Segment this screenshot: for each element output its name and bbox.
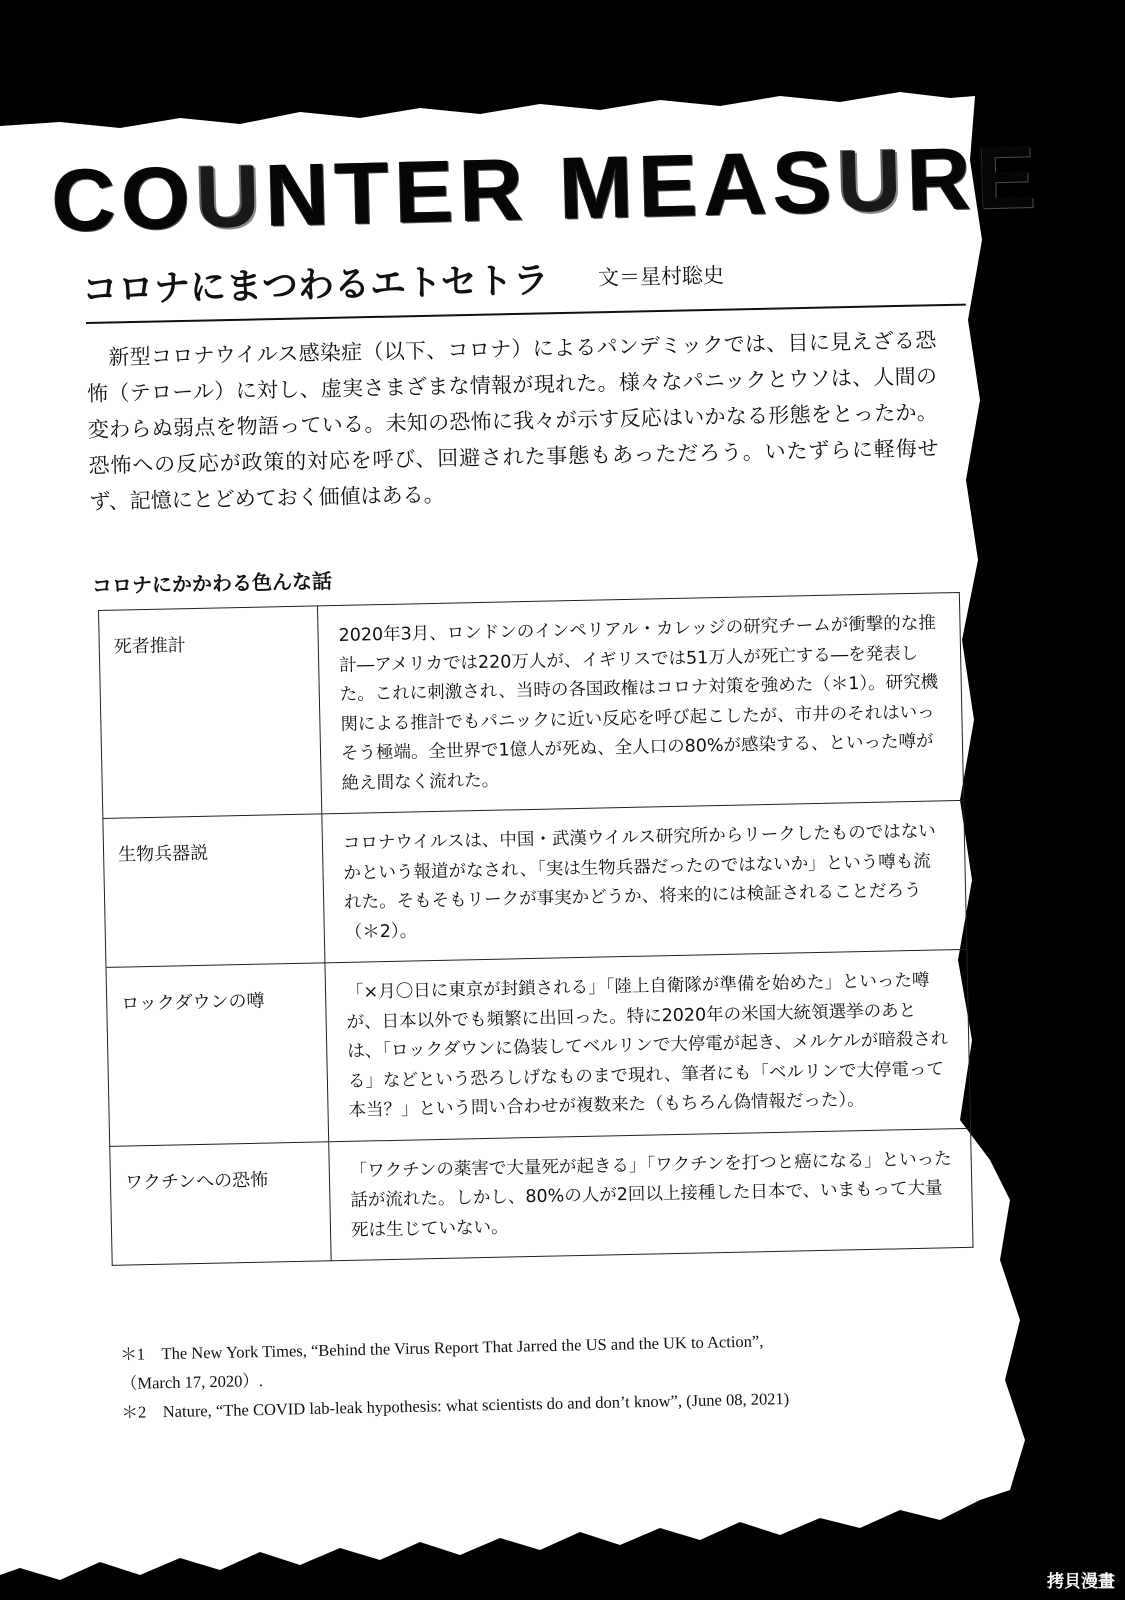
article-author: 文＝星村聡史 bbox=[597, 263, 725, 290]
footnote: ＊2 Nature, “The COVID lab-leak hypothesis: what scientists do and don’t know”, (June 08, 2021) bbox=[121, 1389, 790, 1422]
table-row bbox=[99, 592, 964, 818]
row-text: 「ワクチンの薬害で大量死が起きる」「ワクチンを打つと癌になる」といった話が流れた。しかし、80%の人が2回以上接種した日本で、いまもって大量死は生じていない。 bbox=[329, 1128, 973, 1261]
logo-part: CO bbox=[50, 147, 198, 250]
section-heading: コロナにかかわる色んな話 bbox=[91, 568, 333, 598]
intro-paragraph: 新型コロナウイルス感染症（以下、コロナ）によるパンデミックでは、目に見えざる恐怖（テロール）に対し、虚実さまざまな情報が現れた。様々なパニックとウソは、人間の変わらぬ弱点を物語っている。未知の恐怖に我々が示す反応はいかなる形態をとったか。恐怖への反応が政策的対応を呼び、回避された事態もあっただろう。いたずらに軽侮せず、記憶にとどめておく価値はある。 bbox=[86, 328, 939, 514]
footnote: ＊1 The New York Times, “Behind the Virus Report That Jarred the US and the UK to Action”, bbox=[120, 1331, 764, 1364]
table-row bbox=[103, 800, 967, 967]
row-text: コロナウイルスは、中国・武漢ウイルス研究所からリークしたものではないかという報道がなされ、「実は生物兵器だったのではないか」という噂も流れた。そもそもリークが事実かどうか、将来的には検証されることだろう（＊2）。 bbox=[322, 800, 967, 962]
logo-part: NTER MEAS bbox=[264, 131, 839, 245]
counter-measure-logo bbox=[50, 126, 1043, 250]
logo-part-grunge: U bbox=[836, 130, 909, 231]
table-row bbox=[106, 949, 971, 1145]
row-text: 2020年3月、ロンドンのインペリアル・カレッジの研究チームが衝撃的な推計―アメリカでは220万人が、イギリスでは51万人が死亡する―を発表した。これに刺激され、当時の各国政権はコロナ対策を強めた（＊1）。研究機関による推計でもパニックに近い反応を呼び起こしたが、市井のそれはいっそう極端。全世界で1億人が死ぬ、全人口の80%が感染する、といった噂が絶え間なく流れた。 bbox=[317, 592, 963, 813]
article-title: コロナにまつわるエトセトラ bbox=[81, 260, 550, 311]
topics-table bbox=[98, 592, 974, 1266]
watermark: 拷貝漫畫 bbox=[1047, 1572, 1115, 1592]
logo-part-grunge: U bbox=[194, 145, 267, 247]
row-label: ロックダウンの噂 bbox=[106, 963, 329, 1146]
footnotes bbox=[120, 1323, 952, 1427]
row-label: 死者推計 bbox=[99, 606, 322, 819]
row-text: 「×月〇日に東京が封鎖される」「陸上自衛隊が準備を始めた」といった噂が、日本以外でも頻繁に出回った。特に2020年の米国大統領選挙のあとは、「ロックダウンに偽装してベルリンで大停電が起き、メルケルが暗殺される」などという恐ろしげなものまで現れ、筆者にも「ベルリンで大停電って本当？」という問い合わせが複数来た（もちろん偽情報だった）。 bbox=[325, 949, 971, 1141]
row-label: ワクチンへの恐怖 bbox=[110, 1141, 331, 1265]
row-label: 生物兵器説 bbox=[103, 814, 325, 968]
table-row bbox=[110, 1128, 973, 1266]
footnote: （March 17, 2020）. bbox=[120, 1371, 264, 1393]
logo-part: RE bbox=[905, 126, 1043, 230]
